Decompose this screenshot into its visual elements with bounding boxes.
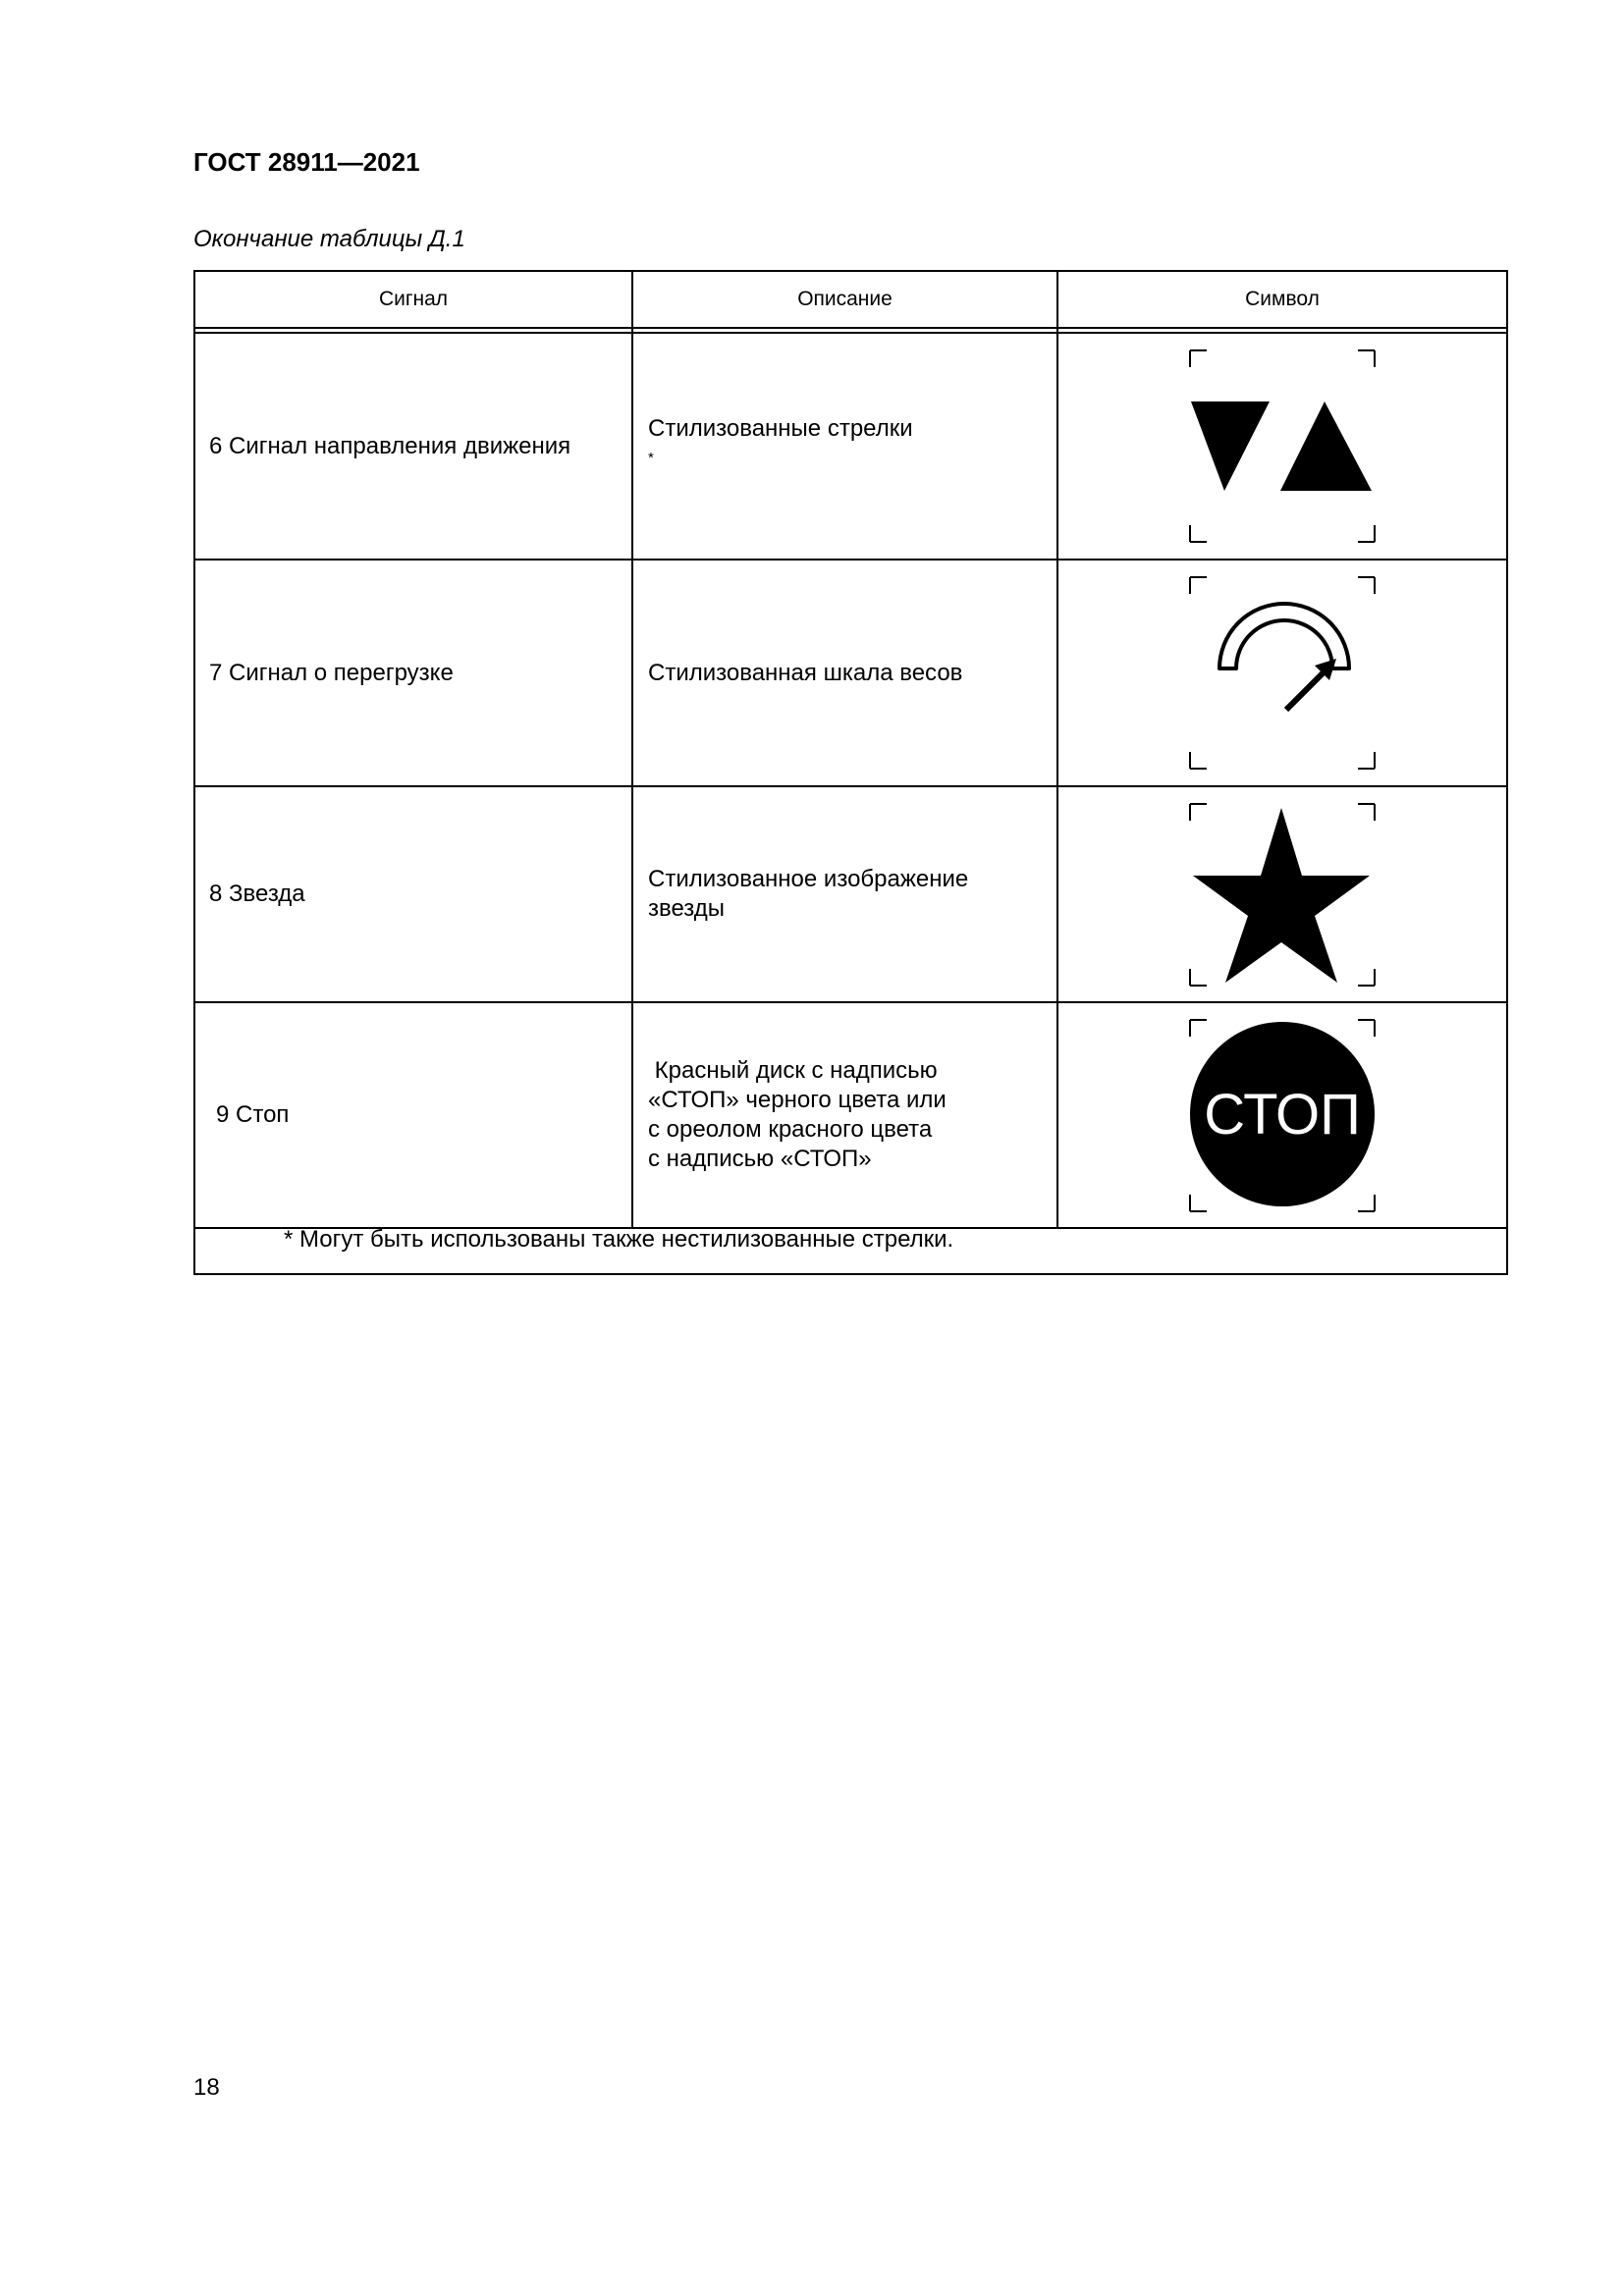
- document-code: ГОСТ 28911—2021: [193, 147, 420, 177]
- row-signal: 6 Сигнал направления движения: [209, 432, 571, 459]
- column-divider: [631, 272, 633, 1228]
- table-footnote: * Могут быть использованы также нестилизованные стрелки.: [284, 1226, 954, 1253]
- row-signal: 8 Звезда: [209, 881, 305, 907]
- direction-arrows-icon: [1057, 334, 1509, 559]
- column-header-signal: Сигнал: [378, 288, 449, 310]
- footnote-mark: *: [648, 449, 654, 466]
- star-icon: [1057, 787, 1509, 1001]
- table-caption: Окончание таблицы Д.1: [193, 226, 465, 252]
- row-description: Стилизованная шкала весов: [648, 659, 963, 686]
- row-signal: 7 Сигнал о перегрузке: [209, 659, 454, 686]
- overload-scale-icon: [1057, 561, 1509, 785]
- column-header-description: Описание: [797, 288, 893, 310]
- stop-label: СТОП: [1204, 1083, 1361, 1147]
- row-description: Красный диск с надписью «СТОП» черного цвета или с ореолом красного цвета с надписью «СТОП»: [648, 1057, 947, 1172]
- signals-table: [193, 270, 1508, 1275]
- row-description: Стилизованное изображение звезды: [648, 866, 969, 922]
- row-description: Стилизованные стрелки *: [648, 414, 913, 466]
- page-number: 18: [193, 2074, 220, 2101]
- column-header-symbol: Символ: [1245, 288, 1320, 310]
- header-divider: [195, 327, 1506, 329]
- row-signal: 9 Стоп: [216, 1101, 290, 1128]
- stop-disc-icon: [1057, 1003, 1509, 1227]
